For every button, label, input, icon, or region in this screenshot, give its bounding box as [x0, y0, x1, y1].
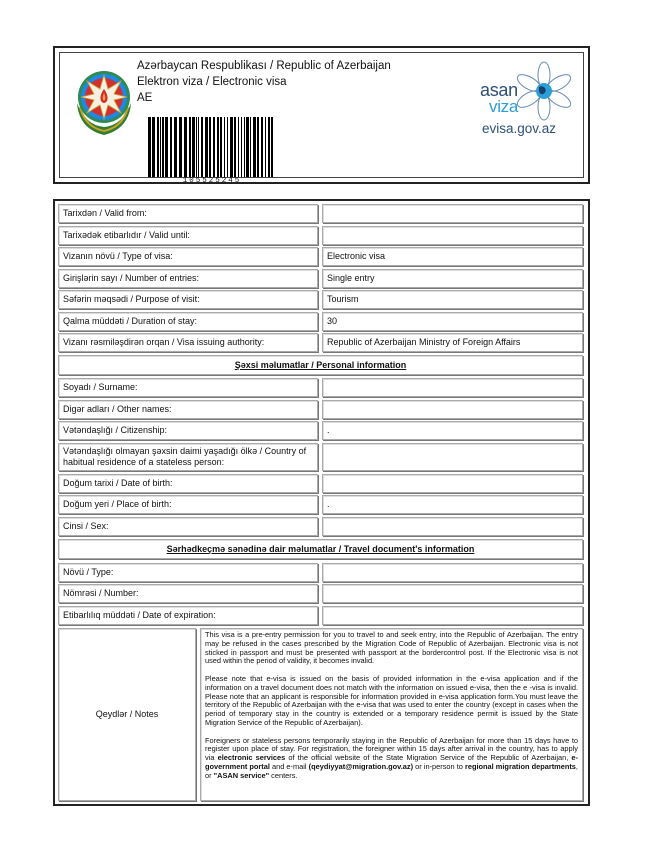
barcode-bar [238, 117, 239, 177]
stateless-residence-label: Vətəndaşlığı olmayan şəxsin daimi yaşadığı ölkə / Country of habitual residence of a stateless person: [58, 443, 318, 471]
entries-label: Girişlərin sayı / Number of entries: [58, 269, 318, 288]
barcode-bar [220, 117, 222, 177]
notes-paragraph-1: This visa is a pre-entry permission for you to travel to and seek entry, into the Republic of Azerbaijan. The entry may be refused in the cases prescribed by the Migration Code of Republic of Azerbaijan. Electronic visa is not sticked in passport and must be presented with passport at the bordercontrol post. If the Electronic visa is not used within the period of validity, it becomes invalid. [205, 630, 578, 666]
travel-doc-heading: Sərhədkeçmə sənədinə dair məlumatlar / Travel document's information [58, 539, 583, 559]
stateless-residence-value [322, 443, 583, 471]
surname-value [322, 378, 583, 397]
entries-value: Single entry [322, 269, 583, 288]
citizenship-value: . [322, 421, 583, 440]
notes-paragraph-3 [205, 737, 578, 781]
valid-from-value [322, 204, 583, 223]
barcode-bar [253, 117, 256, 177]
notes-text-span: of the official website of the State Migration Service of the Republic of Azerbaijan, [285, 753, 572, 763]
authority-value: Republic of Azerbaijan Ministry of Foreign Affairs [322, 333, 583, 352]
notes-bold-regional-departments: regional migration departments [464, 761, 576, 771]
notes-label: Qeydlər / Notes [58, 628, 196, 801]
barcode-bar [241, 117, 242, 177]
barcode-bar [244, 117, 245, 177]
duration-value: 30 [322, 312, 583, 331]
notes-text-span: or in-person to [413, 761, 465, 771]
doc-number-label: Nömrəsi / Number: [58, 584, 318, 603]
barcode-bar [224, 117, 225, 177]
sex-label: Cinsi / Sex: [58, 517, 318, 536]
visa-type-value: Electronic visa [322, 247, 583, 266]
barcode-bar [246, 117, 249, 177]
country-title: Azərbaycan Respublikası / Republic of Azerbaijan [137, 60, 391, 72]
barcode-bar [192, 117, 195, 177]
barcode-bar [157, 117, 159, 177]
barcode-bar [271, 117, 273, 177]
barcode-bar [184, 117, 187, 177]
barcode-bar [205, 117, 208, 177]
notes-text-span: centers. [269, 770, 298, 780]
header-text [137, 58, 391, 106]
other-names-value [322, 400, 583, 419]
duration-label: Qalma müddəti / Duration of stay: [58, 312, 318, 331]
barcode-bar [268, 117, 270, 177]
barcode-bar [261, 117, 263, 177]
surname-label: Soyadı / Surname: [58, 378, 318, 397]
barcode-bar [170, 117, 172, 177]
logo-word-asan: asan [480, 80, 518, 100]
notes-text [200, 628, 583, 801]
notes-bold-email: (qeydiyyat@migration.gov.az) [308, 761, 414, 771]
authority-label: Vizanı rəsmiləşdirən orqan / Visa issuing authority: [58, 333, 318, 352]
barcode-bar [209, 117, 211, 177]
document-type: Elektron viza / Electronic visa [137, 76, 287, 88]
valid-until-label: Tarixədək etibarlıdır / Valid until: [58, 226, 318, 245]
barcode-bar [213, 117, 215, 177]
visa-header [53, 46, 590, 184]
barcode-bar [179, 117, 182, 177]
doc-type-value [322, 563, 583, 582]
notes-text-span: , or [205, 761, 578, 780]
place-of-birth-value: . [322, 495, 583, 514]
doc-type-label: Növü / Type: [58, 563, 318, 582]
logo-word-viza: viza [489, 97, 519, 116]
notes-bold-asan-service: "ASAN service" [213, 770, 270, 780]
citizenship-label: Vətəndaşlığı / Citizenship: [58, 421, 318, 440]
purpose-value: Tourism [322, 290, 583, 309]
barcode-bar [250, 117, 251, 177]
date-of-birth-label: Doğum tarixi / Date of birth: [58, 474, 318, 493]
barcode-bar [189, 117, 191, 177]
expiration-label: Etibarlılıq müddəti / Date of expiration: [58, 606, 318, 625]
notes-text-span: Foreigners or stateless persons temporarily staying in the Republic of Azerbaijan for more than 15 days have to register upon place of stay. For registration, the foreigner within 15 days after arrival in the country, has to apply via [205, 735, 578, 763]
barcode-bar [217, 117, 219, 177]
barcode-bar [230, 117, 233, 177]
barcode-bar [162, 117, 164, 177]
sex-value [322, 517, 583, 536]
personal-info-heading: Şəxsi məlumatlar / Personal information [58, 355, 583, 375]
date-of-birth-value [322, 474, 583, 493]
valid-from-label: Tarixdən / Valid from: [58, 204, 318, 223]
other-names-label: Digər adları / Other names: [58, 400, 318, 419]
barcode-bar [201, 117, 203, 177]
purpose-label: Səfərin məqsədi / Purpose of visit: [58, 290, 318, 309]
valid-until-value [322, 226, 583, 245]
barcode-bar [257, 117, 259, 177]
doc-number-value [322, 584, 583, 603]
visa-type-label: Vizanın növü / Type of visa: [58, 247, 318, 266]
barcode-number: 105525245 [182, 177, 242, 185]
visa-code: AE [137, 92, 153, 104]
barcode-bar [174, 117, 177, 177]
azerbaijan-emblem-icon [71, 63, 137, 139]
visa-details-table [53, 199, 590, 806]
barcode-bar [198, 117, 199, 177]
notes-bold-electronic-services: electronic services [217, 753, 286, 763]
barcode-bar [160, 117, 161, 177]
barcode-bar [227, 117, 228, 177]
barcode-bar [234, 117, 236, 177]
expiration-value [322, 606, 583, 625]
visa-header-inner [59, 52, 584, 185]
place-of-birth-label: Doğum yeri / Place of birth: [58, 495, 318, 514]
notes-bold-egov-portal: e-government portal [205, 753, 578, 771]
barcode-bar [165, 117, 168, 177]
barcode [148, 117, 276, 177]
barcode-bar [196, 117, 197, 177]
barcode-bar [148, 117, 151, 177]
barcode-bar [265, 117, 266, 177]
barcode-bar [152, 117, 155, 177]
notes-paragraph-2: Please note that e-visa is issued on the basis of provided information in the e-visa application and if the information on a travel document does not match with the information on issued e-visa, then the e -visa is invalid. Please note that an applicant is responsible for information provided in e-visa application form.You must leave the territory of the Republic of Azerbaijan with the e-visa that was used to enter the country (except in cases when the period of temporary stay in the country is extended or a temporary residence permit is issued by the State Migration Service of the Republic of Azerbaijan). [205, 673, 578, 727]
notes-text-span: and e-mail [269, 761, 309, 771]
evisa-website: evisa.gov.az [482, 121, 557, 136]
